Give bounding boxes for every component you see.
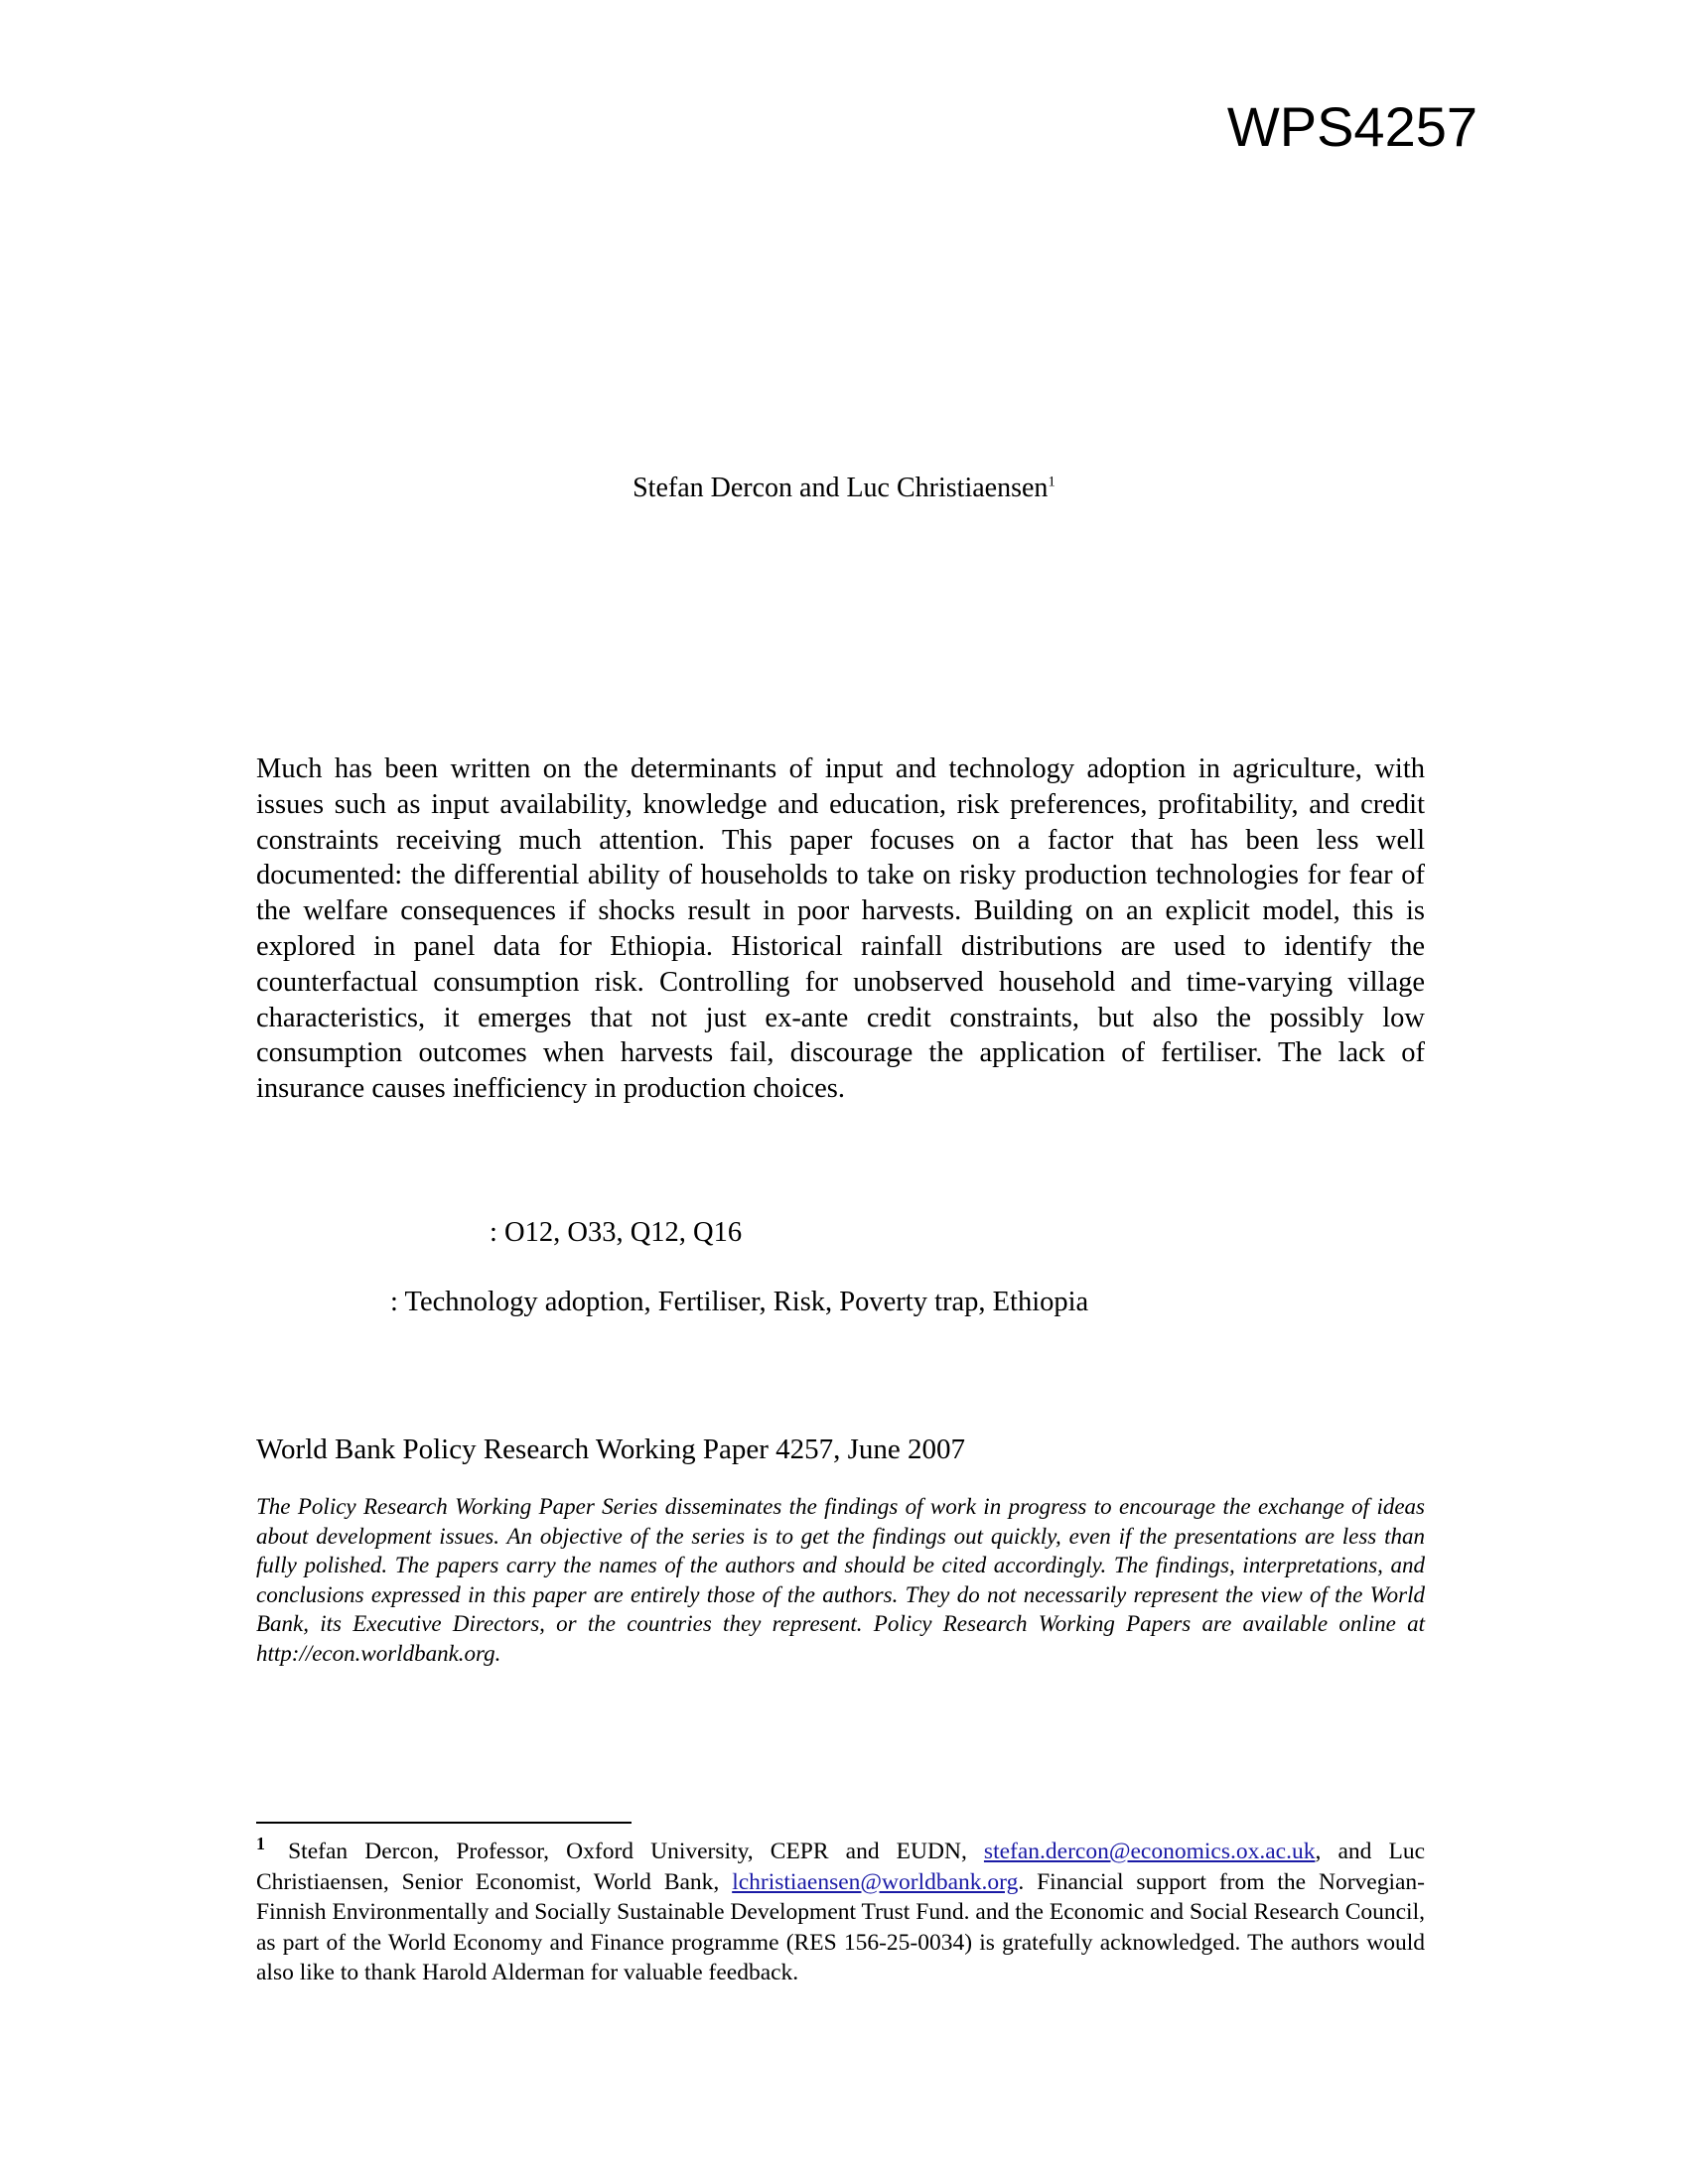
footnote-divider: [256, 1822, 632, 1824]
series-disclaimer: The Policy Research Working Paper Series disseminates the findings of work in progress to encourage the exchange of ideas about development issues. An objective of the series is to get the findings out quickly, even if the presentations are less than fully polished. The papers carry the names of the authors and should be cited accordingly. The findings, interpretations, and conclusions expressed in this paper are entirely those of the authors. They do not necessarily represent the view of the World Bank, its Executive Directors, or the countries they represent. Policy Research Working Papers are available online at http://econ.worldbank.org.: [256, 1494, 1425, 1666]
author-line: [0, 472, 1688, 505]
email-link-christiaensen[interactable]: lchristiaensen@worldbank.org: [732, 1868, 1019, 1895]
footnote-text-part1: Stefan Dercon, Professor, Oxford University, CEPR and EUDN,: [271, 1839, 984, 1864]
jel-classification: : O12, O33, Q12, Q16: [490, 1217, 743, 1248]
footnote-marker: 1: [256, 1834, 265, 1854]
footnote-text-part2: , and Luc Christiaensen, Senior Economist, World Bank,: [256, 1839, 1426, 1895]
footnote-1: [256, 1834, 1426, 1988]
author-footnote-marker[interactable]: 1: [1048, 474, 1055, 490]
email-link-dercon[interactable]: stefan.dercon@economics.ox.ac.uk: [983, 1839, 1316, 1864]
keywords-line: : Technology adoption, Fertiliser, Risk, Poverty trap, Ethiopia: [390, 1287, 1089, 1317]
abstract-paragraph: Much has been written on the determinants of input and technology adoption in agriculture, with issues such as input availability, knowledge and education, risk preferences, profitability, and credit constraints receiving much attention. This paper focuses on a factor that has been less well documented: the differential ability of households to take on risky production technologies for fear of the welfare consequences if shocks result in poor harvests. Building on an explicit model, this is explored in panel data for Ethiopia. Historical rainfall distributions are used to identify the counterfactual consumption risk. Controlling for unobserved household and time-varying village characteristics, it emerges that not just ex-ante credit constraints, but also the possibly low consumption outcomes when harvests fail, discourage the application of fertiliser. The lack of insurance causes inefficiency in production choices.: [256, 753, 1425, 1105]
footnote-text-part3: . Financial support from the Norvegian-Finnish Environmentally and Socially Sustainable Development Trust Fund. and the Economic and Social Research Council, as part of the World Economy and Finance programme (RES 156-25-0034) is gratefully acknowledged. The authors would also like to thank Harold Alderman for valuable feedback.: [256, 1868, 1425, 1985]
report-number: WPS4257: [1226, 95, 1477, 158]
author-names: Stefan Dercon and Luc Christiaensen: [633, 473, 1049, 503]
series-citation: World Bank Policy Research Working Paper 4257, June 2007: [256, 1433, 966, 1465]
